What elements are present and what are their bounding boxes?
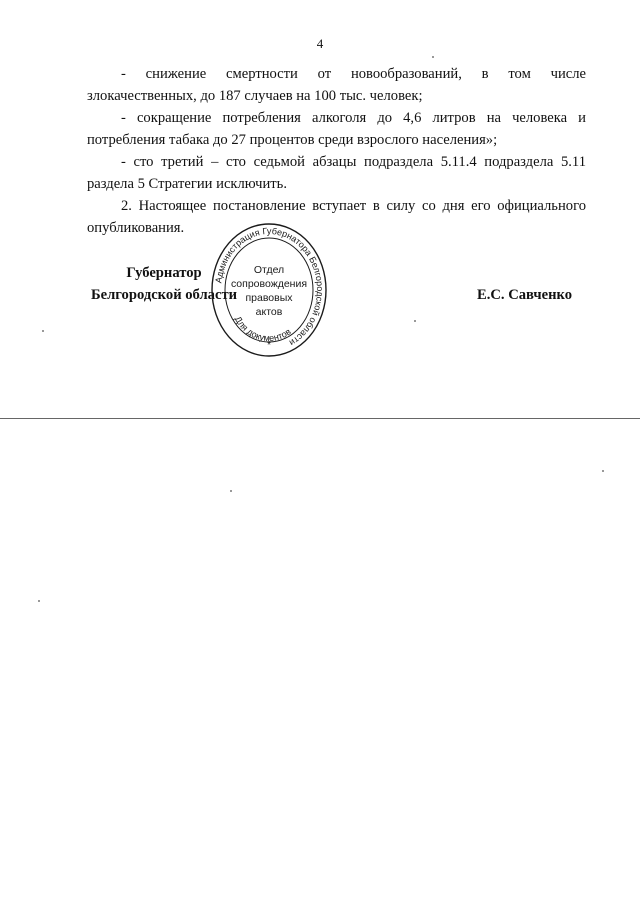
scan-speck	[432, 56, 434, 58]
stamp-star-icon: *	[266, 339, 272, 351]
body-paragraph: - сто третий – сто седьмой абзацы подраздела 5.11.4 подраздела 5.11 раздела 5 Стратегии исключить.	[87, 154, 586, 192]
body-paragraph: 2. Настоящее постановление вступает в силу со дня его официального опубликования.	[87, 198, 586, 236]
scan-speck	[602, 470, 604, 472]
official-stamp	[209, 215, 329, 365]
stamp-ring-text: Администрация Губернатора Белгородской области	[213, 225, 326, 349]
stamp-seal-icon	[209, 215, 329, 365]
scan-speck	[38, 600, 40, 602]
scan-speck	[42, 330, 44, 332]
body-paragraph: - сокращение потребления алкоголя до 4,6 литров на человека и потребления табака до 27 процентов среди взрослого населения»;	[87, 110, 586, 148]
signatory-title-line1: Губернатор	[126, 265, 202, 281]
signatory-title-line2: Белгородской области	[90, 287, 238, 303]
document-body	[87, 63, 586, 239]
body-paragraph: - снижение смертности от новообразований, в том числе злокачественных, до 187 случаев на 100 тыс. человек;	[87, 66, 586, 104]
page-number: 4	[316, 36, 324, 51]
page-divider-line	[0, 418, 640, 419]
stamp-center-line3: правовых	[245, 292, 293, 304]
stamp-center-line2: сопровождения	[230, 278, 308, 290]
signatory-name: Е.С. Савченко	[477, 287, 573, 303]
stamp-center-line4: актов	[255, 306, 283, 318]
stamp-ring-bottom-text: Для документов	[232, 314, 293, 344]
scan-speck	[230, 490, 232, 492]
stamp-center-line1: Отдел	[253, 264, 285, 276]
scan-speck	[414, 320, 416, 322]
